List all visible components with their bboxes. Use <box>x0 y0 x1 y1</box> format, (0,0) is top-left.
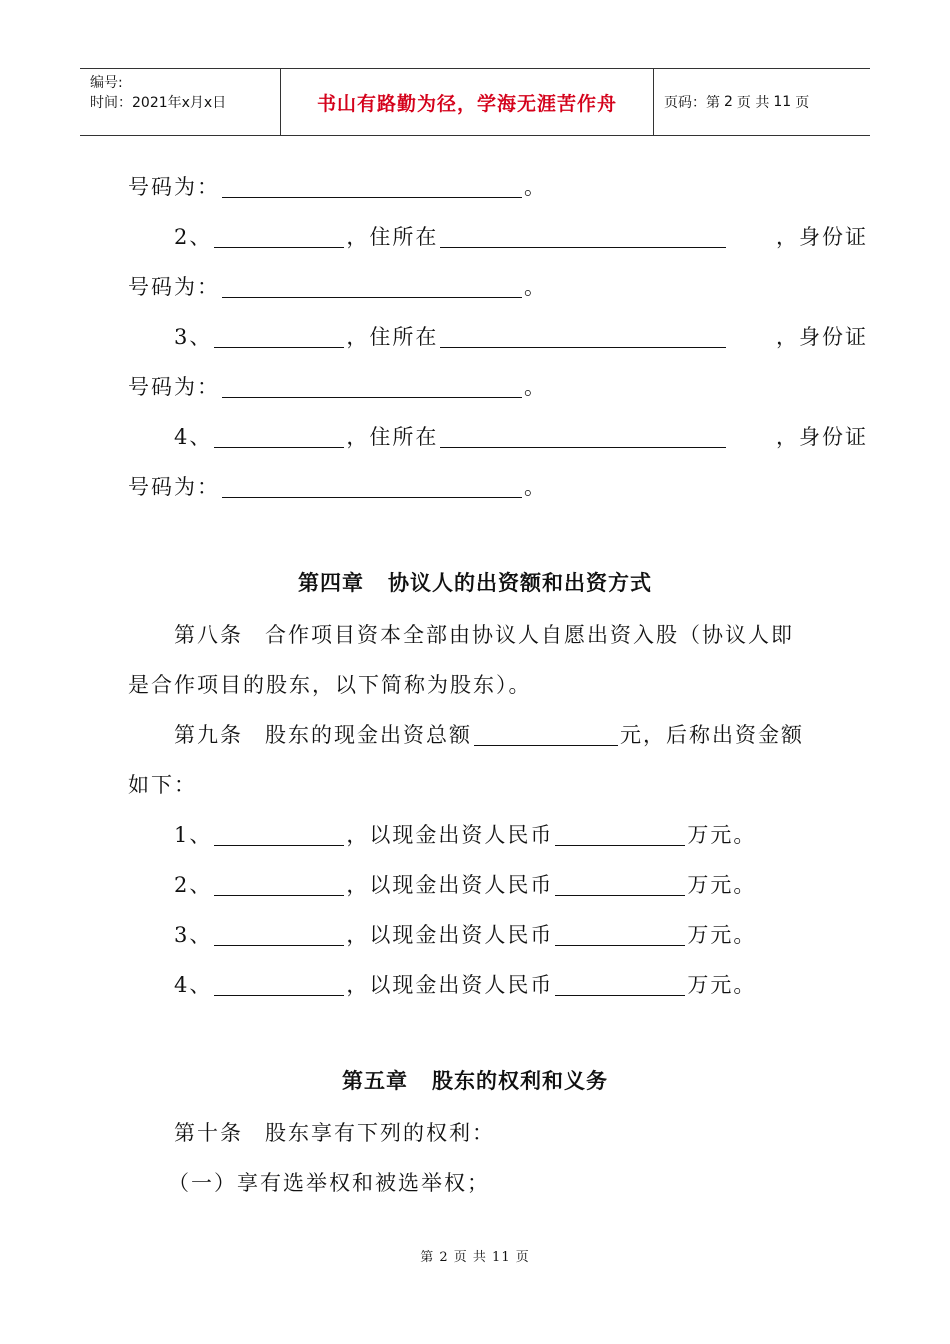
shareholder-name-blank[interactable] <box>214 865 344 896</box>
article-number: 第十条 <box>174 1121 243 1145</box>
unit-label: 万元。 <box>687 973 757 997</box>
party-name-blank[interactable] <box>214 317 344 348</box>
id-number-blank[interactable] <box>222 167 522 198</box>
cash-amount-blank[interactable] <box>555 865 685 896</box>
item-number: 2、 <box>174 873 213 897</box>
party-name-blank[interactable] <box>214 217 344 248</box>
id-number-label: 号码为： <box>128 375 220 399</box>
cash-amount-blank[interactable] <box>555 915 685 946</box>
residence-label: ，住所在 <box>346 225 439 249</box>
cash-contribution-line <box>128 810 868 860</box>
id-number-line <box>128 462 822 512</box>
chapter-title: 协议人的出资额和出资方式 <box>388 571 652 595</box>
chapter-heading <box>128 1056 822 1106</box>
page-end: 页 <box>795 95 810 111</box>
item-number: 1、 <box>174 823 213 847</box>
article-10-line <box>128 1108 868 1158</box>
page-mid: 页 共 <box>736 95 770 111</box>
party-line <box>128 412 868 462</box>
residence-label: ，住所在 <box>346 425 439 449</box>
id-number-blank[interactable] <box>222 467 522 498</box>
party-number: 4、 <box>174 425 213 449</box>
id-card-label: ，身份证 <box>776 425 868 449</box>
period: 。 <box>524 175 547 199</box>
id-number-line <box>128 162 822 212</box>
party-line <box>128 312 868 362</box>
cash-amount-blank[interactable] <box>555 965 685 996</box>
chapter-title: 股东的权利和义务 <box>432 1069 608 1093</box>
cash-amount-blank[interactable] <box>555 815 685 846</box>
cash-contribution-line <box>128 860 868 910</box>
residence-label: ，住所在 <box>346 325 439 349</box>
cash-contribution-line <box>128 910 868 960</box>
id-card-label: ，身份证 <box>776 225 868 249</box>
time-label: 时间：2021年x月x日 <box>90 95 227 111</box>
article-number: 第九条 <box>174 723 243 747</box>
article-8-line-2 <box>128 660 822 710</box>
cash-label: ，以现金出资人民币 <box>346 873 554 897</box>
shareholder-name-blank[interactable] <box>214 965 344 996</box>
article-8-line-1 <box>128 610 868 660</box>
header-motto: 书山有路勤为径，学海无涯苦作舟 <box>316 92 617 115</box>
party-number: 2、 <box>174 225 213 249</box>
article-number: 第八条 <box>174 623 243 647</box>
party-line <box>128 212 868 262</box>
header-page-info <box>654 69 870 135</box>
article-text: 合作项目资本全部由协议人自愿出资入股（协议人即 <box>265 623 794 647</box>
page-label: 页码：第 <box>664 95 720 111</box>
id-number-line <box>128 362 822 412</box>
article-text: 如下： <box>128 773 197 797</box>
residence-blank[interactable] <box>440 417 726 448</box>
chapter-number: 第五章 <box>342 1069 408 1093</box>
id-number-line <box>128 262 822 312</box>
id-number-blank[interactable] <box>222 367 522 398</box>
cash-label: ，以现金出资人民币 <box>346 923 554 947</box>
shareholder-name-blank[interactable] <box>214 915 344 946</box>
article-text: 股东享有下列的权利： <box>265 1121 495 1145</box>
item-number: 4、 <box>174 973 213 997</box>
page-total: 11 <box>773 94 792 110</box>
article-9-line-2 <box>128 760 822 810</box>
residence-blank[interactable] <box>440 317 726 348</box>
id-card-label: ，身份证 <box>776 325 868 349</box>
clause-text: （一）享有选举权和被选举权； <box>168 1171 490 1195</box>
article-text: 股东的现金出资总额 <box>265 723 472 747</box>
cash-label: ，以现金出资人民币 <box>346 973 554 997</box>
period: 。 <box>524 375 547 399</box>
unit-label: 万元。 <box>687 923 757 947</box>
page-current: 2 <box>724 94 733 110</box>
chapter-heading <box>128 558 822 608</box>
clause-line <box>128 1158 862 1208</box>
total-amount-blank[interactable] <box>474 715 618 746</box>
page-footer: 第 2 页 共 11 页 <box>420 1250 530 1265</box>
id-number-label: 号码为： <box>128 175 220 199</box>
unit-label: 万元。 <box>687 823 757 847</box>
header-motto-cell <box>281 69 654 135</box>
chapter-number: 第四章 <box>298 571 364 595</box>
document-header <box>80 68 870 136</box>
number-label: 编号: <box>90 75 123 91</box>
id-number-blank[interactable] <box>222 267 522 298</box>
article-text: 元，后称出资金额 <box>620 723 804 747</box>
residence-blank[interactable] <box>440 217 726 248</box>
header-meta <box>80 69 281 135</box>
cash-contribution-line <box>128 960 868 1010</box>
id-number-label: 号码为： <box>128 475 220 499</box>
period: 。 <box>524 275 547 299</box>
item-number: 3、 <box>174 923 213 947</box>
id-number-label: 号码为： <box>128 275 220 299</box>
unit-label: 万元。 <box>687 873 757 897</box>
cash-label: ，以现金出资人民币 <box>346 823 554 847</box>
period: 。 <box>524 475 547 499</box>
party-name-blank[interactable] <box>214 417 344 448</box>
shareholder-name-blank[interactable] <box>214 815 344 846</box>
article-text: 是合作项目的股东，以下简称为股东）。 <box>128 673 532 697</box>
article-9-line-1 <box>128 710 868 760</box>
party-number: 3、 <box>174 325 213 349</box>
